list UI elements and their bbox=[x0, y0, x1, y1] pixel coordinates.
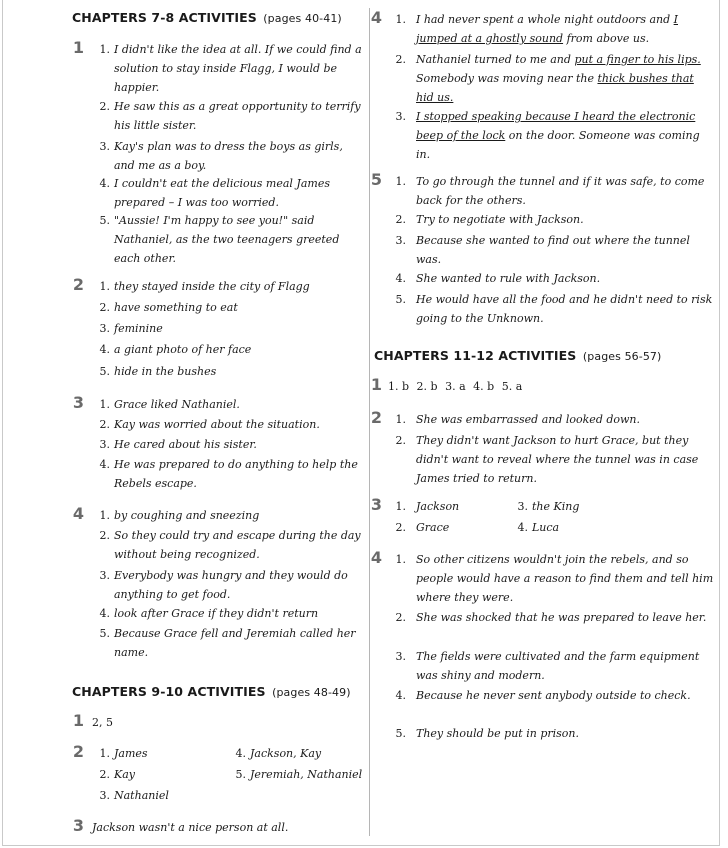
item-text: I didn't like the idea at all. If we could find a solution to stay inside Flagg, I would be happier. bbox=[114, 43, 362, 94]
item-text: a giant photo of her face bbox=[114, 343, 252, 356]
item-number: 2. bbox=[99, 100, 110, 113]
text-underlined: put a finger to his lips. bbox=[574, 53, 701, 66]
item-number: 4. bbox=[99, 607, 110, 620]
text-plain: Nathaniel turned to me and bbox=[416, 53, 575, 66]
item-number: 5. bbox=[235, 768, 246, 781]
section-number: 1 bbox=[72, 711, 84, 730]
heading-title: CHAPTERS 9-10 ACTIVITIES bbox=[72, 684, 266, 699]
text-underlined-2: thick bushes that hid us. bbox=[416, 72, 694, 104]
item-number: 1. bbox=[99, 43, 110, 56]
item-text: by coughing and sneezing bbox=[114, 509, 260, 522]
item-number: 2. bbox=[395, 53, 406, 66]
item-text: Because he never sent anybody outside to check. bbox=[416, 689, 691, 702]
answer-item: 3. a bbox=[445, 380, 466, 393]
section-number: 5 bbox=[370, 170, 382, 189]
item-number: 1. bbox=[395, 13, 406, 26]
text-underlined: I stopped speaking because I heard the electronic beep of the lock bbox=[416, 110, 696, 142]
item-number: 1. bbox=[395, 500, 406, 513]
answer-item: 1. b bbox=[388, 380, 410, 393]
text-after: on the door. Someone was coming in. bbox=[416, 129, 700, 161]
item-number: 2. bbox=[99, 301, 110, 314]
item-text: He was prepared to do anything to help the Rebels escape. bbox=[114, 458, 358, 490]
item-number: 4. bbox=[395, 689, 406, 702]
section-number: 2 bbox=[370, 408, 382, 427]
chapters-7-8-heading bbox=[72, 10, 342, 25]
item-number: 1. bbox=[99, 509, 110, 522]
item-number: 4. bbox=[235, 747, 246, 760]
item-text: The fields were cultivated and the farm equipment was shiny and modern. bbox=[416, 650, 700, 682]
item-number: 5. bbox=[99, 365, 110, 378]
item-number: 3. bbox=[99, 789, 110, 802]
item-text: He cared about his sister. bbox=[114, 438, 257, 451]
item-text bbox=[416, 10, 714, 48]
text-underlined: I jumped at a ghostly sound bbox=[416, 13, 678, 45]
item-number: 2. bbox=[99, 529, 110, 542]
item-text: He saw this as a great opportunity to terrify his little sister. bbox=[114, 100, 361, 132]
answer-text: Kay bbox=[114, 768, 135, 781]
item-text: Because Grace fell and Jeremiah called her name. bbox=[114, 627, 356, 659]
item-text: have something to eat bbox=[114, 301, 238, 314]
item-number: 4. bbox=[99, 458, 110, 471]
item-text: Grace liked Nathaniel. bbox=[114, 398, 240, 411]
section-number: 4 bbox=[72, 504, 84, 523]
item-text: I couldn't eat the delicious meal James prepared – I was too worried. bbox=[114, 177, 330, 209]
answer-text: Jackson bbox=[416, 500, 460, 513]
item-number: 1. bbox=[395, 175, 406, 188]
heading-pages: (pages 48-49) bbox=[272, 686, 351, 699]
section-number: 2 bbox=[72, 275, 84, 294]
section-number: 2 bbox=[72, 742, 84, 761]
item-text: They didn't want Jackson to hurt Grace, but they didn't want to reveal where the tunnel was in case James tried to return. bbox=[416, 434, 699, 485]
section-number: 3 bbox=[370, 495, 382, 514]
item-number: 2. bbox=[99, 768, 110, 781]
item-text: So they could try and escape during the day without being recognized. bbox=[114, 529, 361, 561]
item-number: 2. bbox=[395, 521, 406, 534]
item-text: Kay's plan was to dress the boys as girls, and me as a boy. bbox=[114, 140, 343, 172]
text-after: Somebody was moving near the bbox=[416, 72, 598, 85]
item-text bbox=[416, 50, 714, 107]
item-number: 3. bbox=[99, 322, 110, 335]
item-number: 4. bbox=[517, 521, 528, 534]
item-number: 1. bbox=[99, 398, 110, 411]
heading-pages: (pages 56-57) bbox=[582, 350, 662, 363]
chapters-9-10-heading bbox=[72, 684, 351, 699]
item-text: feminine bbox=[114, 322, 163, 335]
answer-item: 4. b bbox=[473, 380, 495, 393]
item-number: 2. bbox=[395, 611, 406, 624]
answer-text: Jackson wasn't a nice person at all. bbox=[92, 821, 289, 834]
section-number: 3 bbox=[72, 816, 84, 835]
item-number: 1. bbox=[395, 553, 406, 566]
item-number: 3. bbox=[99, 140, 110, 153]
item-number: 3. bbox=[99, 438, 110, 451]
item-number: 4. bbox=[99, 177, 110, 190]
item-number: 3. bbox=[99, 569, 110, 582]
item-number: 3. bbox=[517, 500, 528, 513]
item-text: She was embarrassed and looked down. bbox=[416, 413, 641, 426]
item-number: 2. bbox=[99, 418, 110, 431]
item-number: 2. bbox=[395, 434, 406, 447]
section-number: 1 bbox=[370, 375, 382, 394]
section-number: 4 bbox=[370, 548, 382, 567]
item-text: He would have all the food and he didn't need to risk going to the Unknown. bbox=[416, 293, 713, 325]
item-number: 1. bbox=[99, 280, 110, 293]
text-after: from above us. bbox=[563, 32, 650, 45]
item-text: "Aussie! I'm happy to see you!" said Nathaniel, as the two teenagers greeted each other. bbox=[114, 214, 340, 265]
item-number: 1. bbox=[395, 413, 406, 426]
item-number: 1. bbox=[99, 747, 110, 760]
answer-item: 5. a bbox=[501, 380, 523, 393]
item-text: Everybody was hungry and they would do anything to get food. bbox=[114, 569, 348, 601]
text-plain: I had never spent a whole night outdoors and bbox=[416, 13, 674, 26]
item-number: 5. bbox=[395, 293, 406, 306]
section-number: 4 bbox=[370, 8, 382, 27]
answer-item: 2. b bbox=[416, 380, 438, 393]
item-number: 3. bbox=[395, 650, 406, 663]
item-text bbox=[416, 107, 714, 164]
answer-text: Jackson, Kay bbox=[250, 747, 322, 760]
heading-title: CHAPTERS 7-8 ACTIVITIES bbox=[72, 10, 257, 25]
answer-text: 2, 5 bbox=[92, 716, 113, 729]
answer-text: James bbox=[114, 747, 148, 760]
item-number: 4. bbox=[395, 272, 406, 285]
answer-text: Nathaniel bbox=[114, 789, 169, 802]
item-text: She was shocked that he was prepared to leave her. bbox=[416, 611, 707, 624]
item-number: 3. bbox=[395, 234, 406, 247]
item-text: Try to negotiate with Jackson. bbox=[416, 213, 584, 226]
item-text: She wanted to rule with Jackson. bbox=[416, 272, 601, 285]
item-text: look after Grace if they didn't return bbox=[114, 607, 319, 620]
item-text: To go through the tunnel and if it was safe, to come back for the others. bbox=[416, 175, 705, 207]
heading-pages: (pages 40-41) bbox=[263, 12, 342, 25]
item-text: Kay was worried about the situation. bbox=[114, 418, 320, 431]
item-number: 2. bbox=[395, 213, 406, 226]
item-text: They should be put in prison. bbox=[416, 727, 579, 740]
item-number: 5. bbox=[99, 627, 110, 640]
heading-title: CHAPTERS 11-12 ACTIVITIES bbox=[374, 348, 577, 363]
section-number: 3 bbox=[72, 393, 84, 412]
answer-row bbox=[388, 377, 526, 396]
item-text: So other citizens wouldn't join the rebels, and so people would have a reason to find them and tell him where they were. bbox=[416, 553, 714, 604]
item-number: 3. bbox=[395, 110, 406, 123]
item-number: 5. bbox=[395, 727, 406, 740]
answer-text: the King bbox=[532, 500, 580, 513]
item-number: 5. bbox=[99, 214, 110, 227]
answer-text: Luca bbox=[532, 521, 560, 534]
item-number: 4. bbox=[99, 343, 110, 356]
answer-text: Grace bbox=[416, 521, 450, 534]
answer-text: Jeremiah, Nathaniel bbox=[250, 768, 363, 781]
item-text: hide in the bushes bbox=[114, 365, 217, 378]
item-text: Because she wanted to find out where the tunnel was. bbox=[416, 234, 690, 266]
item-text: they stayed inside the city of Flagg bbox=[114, 280, 310, 293]
section-number: 1 bbox=[72, 38, 84, 57]
chapters-11-12-heading bbox=[374, 348, 661, 363]
